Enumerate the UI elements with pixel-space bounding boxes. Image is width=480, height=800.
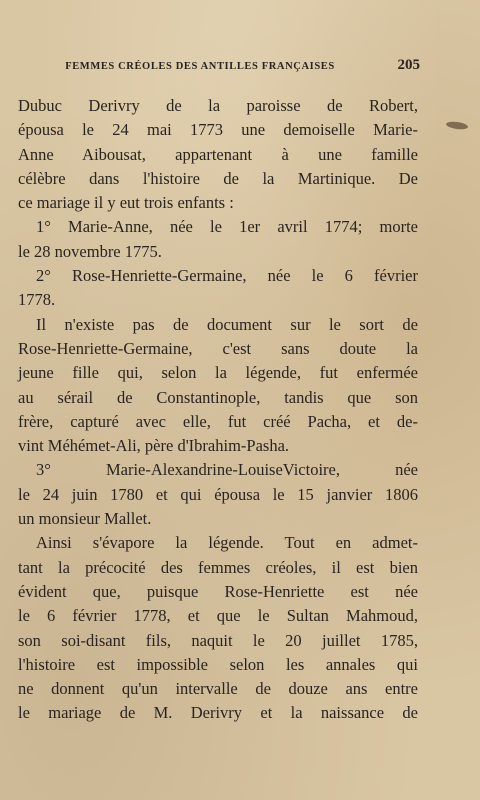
text-line: vint Méhémet-Ali, père d'Ibrahim-Pasha.: [18, 436, 290, 456]
text-line: 1778.: [18, 290, 56, 310]
page-number: 205: [397, 57, 420, 73]
text-line: frère, capturé avec elle, fut créé Pacha, et de-: [18, 411, 418, 431]
text-line: Il n'existe pas de document sur le sort de: [36, 314, 418, 334]
text-line: Anne Aibousat, appartenant à une famille: [18, 144, 418, 164]
text-line: Dubuc Derivry de la paroisse de Robert,: [18, 96, 418, 115]
text-line: 3° Marie-Alexandrine-LouiseVictoire, née: [36, 460, 418, 480]
text-line: le 24 juin 1780 et qui épousa le 15 janvier 1806: [18, 484, 418, 504]
ink-smudge: [446, 121, 469, 131]
text-line: le 28 novembre 1775.: [18, 241, 162, 261]
text-line: célèbre dans l'histoire de la Martinique. De: [18, 168, 418, 188]
text-line: épousa le 24 mai 1773 une demoiselle Marie-: [18, 120, 418, 140]
text-line: son soi-disant fils, naquit le 20 juillet 1785,: [18, 630, 418, 650]
text-line: ce mariage il y eut trois enfants :: [18, 193, 234, 213]
text-line: Ainsi s'évapore la légende. Tout en admet-: [36, 533, 418, 553]
text-line: le 6 février 1778, et que le Sultan Mahmoud,: [18, 606, 418, 626]
text-line: ne donnent qu'un intervalle de douze ans entre: [18, 679, 418, 699]
page-header: [20, 55, 420, 79]
text-line: au sérail de Constantinople, tandis que son: [18, 387, 418, 407]
text-line: 2° Rose-Henriette-Germaine, née le 6 février: [36, 266, 418, 286]
text-line: l'histoire est impossible selon les annales qui: [18, 654, 418, 674]
running-title: FEMMES CRÉOLES DES ANTILLES FRANÇAISES: [65, 61, 335, 72]
text-line: évident que, puisque Rose-Henriette est née: [18, 581, 418, 601]
text-line: Rose-Henriette-Germaine, c'est sans doute la: [18, 338, 418, 358]
text-line: un monsieur Mallet.: [18, 509, 152, 529]
text-line: le mariage de M. Derivry et la naissance de: [18, 703, 418, 723]
body-text: [18, 94, 418, 726]
text-line: tant la précocité des femmes créoles, il est bien: [18, 557, 418, 577]
text-line: jeune fille qui, selon la légende, fut enfermée: [18, 363, 418, 383]
text-line: 1° Marie-Anne, née le 1er avril 1774; morte: [36, 217, 418, 237]
